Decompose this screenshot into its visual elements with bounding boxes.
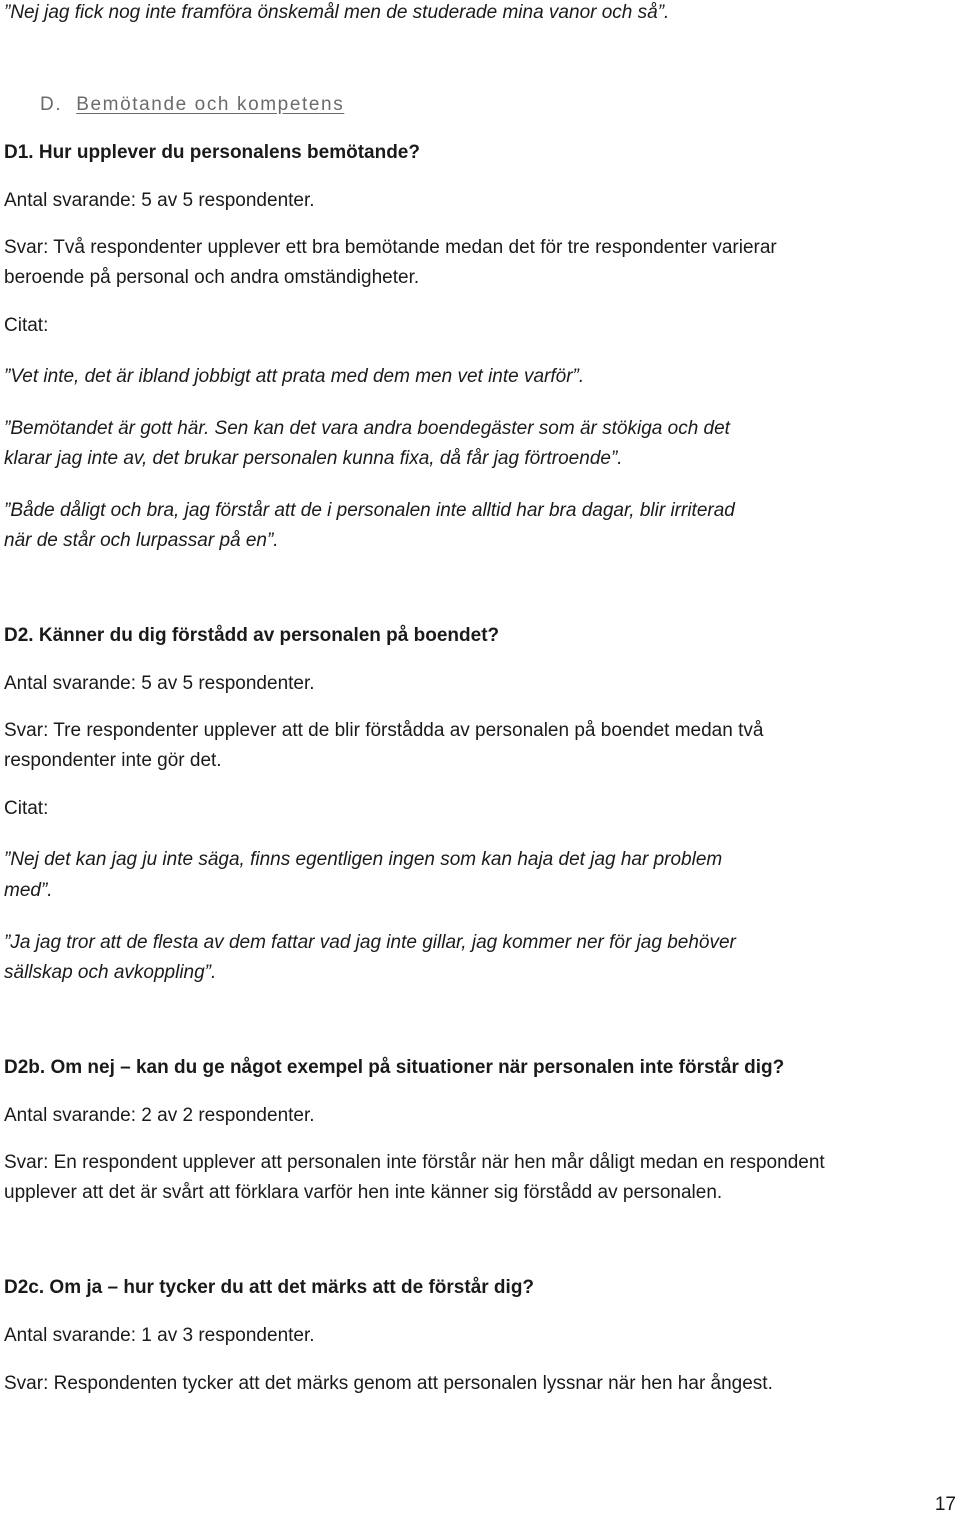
- d2-quote-1-line-2: med”.: [4, 880, 53, 901]
- d2b-count: Antal svarande: 2 av 2 respondenter.: [4, 1105, 315, 1126]
- d2-quote-2-line-1: ”Ja jag tror att de flesta av dem fattar vad jag inte gillar, jag kommer ner för jag behöver: [4, 932, 736, 953]
- section-title: Bemötande och kompetens: [76, 94, 345, 115]
- d2b-answer-line-2: upplever att det är svårt att förklara varför hen inte känner sig förstådd av personalen.: [4, 1182, 723, 1203]
- top-quote: ”Nej jag fick nog inte framföra önskemål men de studerade mina vanor och så”.: [4, 2, 670, 23]
- d2c-count: Antal svarande: 1 av 3 respondenter.: [4, 1325, 315, 1346]
- d1-answer-line-2: beroende på personal och andra omständigheter.: [4, 267, 420, 288]
- d2-quote-2-line-2: sällskap och avkoppling”.: [4, 962, 217, 983]
- d1-answer-line-1: Svar: Två respondenter upplever ett bra bemötande medan det för tre respondenter varierar: [4, 237, 777, 258]
- d1-quote-2-line-2: klarar jag inte av, det brukar personalen kunna fixa, då får jag förtroende”.: [4, 448, 623, 469]
- d1-quote-3-line-2: när de står och lurpassar på en”.: [4, 530, 279, 551]
- d2c-heading: D2c. Om ja – hur tycker du att det märks att de förstår dig?: [4, 1277, 535, 1298]
- d1-quote-2-line-1: ”Bemötandet är gott här. Sen kan det vara andra boendegäster som är stökiga och det: [4, 418, 730, 439]
- d2-answer-line-2: respondenter inte gör det.: [4, 750, 222, 771]
- d1-citat-label: Citat:: [4, 315, 49, 336]
- d2-answer-line-1: Svar: Tre respondenter upplever att de blir förstådda av personalen på boendet medan två: [4, 720, 764, 741]
- d2-citat-label: Citat:: [4, 798, 49, 819]
- d2b-heading: D2b. Om nej – kan du ge något exempel på situationer när personalen inte förstår dig?: [4, 1057, 785, 1078]
- d2-heading: D2. Känner du dig förstådd av personalen på boendet?: [4, 625, 500, 646]
- section-letter: D.: [40, 94, 63, 115]
- d1-heading: D1. Hur upplever du personalens bemötande?: [4, 142, 420, 163]
- page-number: 17: [934, 1494, 956, 1515]
- d1-count: Antal svarande: 5 av 5 respondenter.: [4, 190, 315, 211]
- section-heading: [40, 90, 940, 120]
- d2-count: Antal svarande: 5 av 5 respondenter.: [4, 673, 315, 694]
- d2c-answer: Svar: Respondenten tycker att det märks genom att personalen lyssnar när hen har ångest.: [4, 1373, 773, 1394]
- d1-quote-1: ”Vet inte, det är ibland jobbigt att prata med dem men vet inte varför”.: [4, 366, 585, 387]
- d2-quote-1-line-1: ”Nej det kan jag ju inte säga, finns egentligen ingen som kan haja det jag har problem: [4, 849, 723, 870]
- d2b-answer-line-1: Svar: En respondent upplever att personalen inte förstår när hen mår dåligt medan en respondent: [4, 1152, 825, 1173]
- d1-quote-3-line-1: ”Både dåligt och bra, jag förstår att de i personalen inte alltid har bra dagar, blir irriterad: [4, 500, 735, 521]
